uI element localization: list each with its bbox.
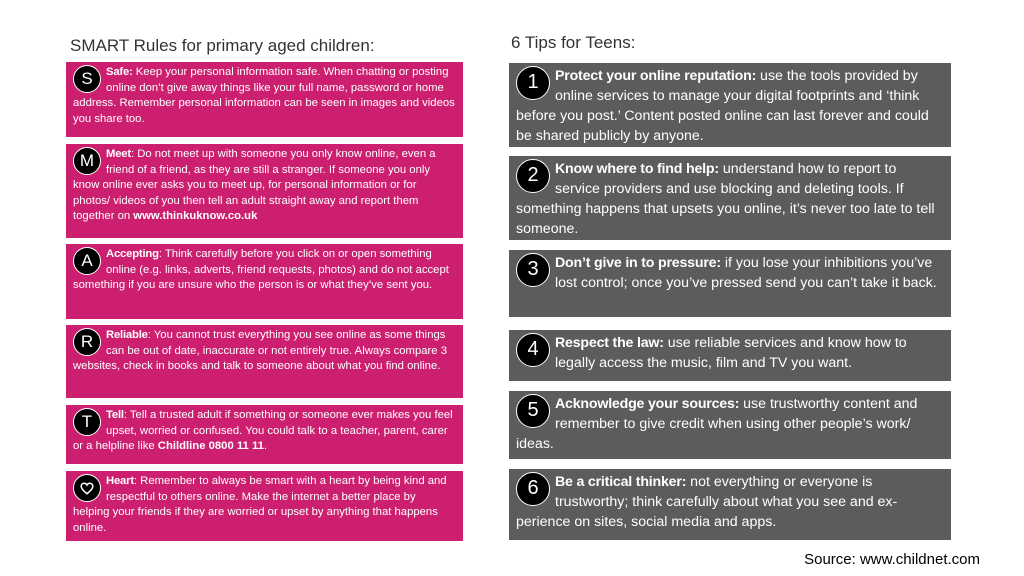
number-badge-1: 1 [516, 66, 550, 100]
letter-badge-t: T [73, 408, 101, 436]
rule-heading: Reliable [106, 329, 148, 341]
rule-text: : Remember to always be smart with a heart by being kind and respectful to others online. Make the internet a better place by helping your friends if they are worried or upset by anything that happens online. [73, 475, 447, 534]
smart-rule-tell [66, 405, 463, 464]
teen-tip-6 [509, 469, 951, 540]
teen-tip-2 [509, 156, 951, 240]
tip-text: understand how to report to service providers and use blocking and deleting tools. If something happens that upsets you online, it’s never too late to tell someone. [516, 161, 935, 237]
heart-icon [80, 482, 94, 495]
rule-heading: Accepting [106, 248, 159, 260]
childline-number: Childline 0800 11 11 [157, 440, 264, 453]
thinkuknow-link[interactable]: www.thinkuknow.co.uk [133, 210, 258, 223]
letter-badge-r: R [73, 328, 101, 356]
rule-heading: Safe: [106, 66, 133, 78]
number-badge-5: 5 [516, 394, 550, 428]
teen-tips-title: 6 Tips for Teens: [511, 33, 636, 52]
smart-rule-meet [66, 144, 463, 238]
rule-text: Keep your personal information safe. When chatting or posting online don’t give away things like your full name, password or home address. Remember personal information can be seen in images and videos you share too. [73, 66, 455, 125]
smart-rule-reliable [66, 325, 463, 398]
rule-text: : Think carefully before you click on or open something online (e.g. links, adverts, friend requests, photos) and do not accept something if you are unsure who the person is or what they’ve sent you. [73, 248, 449, 292]
tip-heading: Respect the law: [555, 335, 664, 351]
smart-rule-safe [66, 62, 463, 137]
teen-tip-1 [509, 63, 951, 147]
rule-heading: Meet [106, 148, 131, 160]
tip-text: if you lose your inhibitions you’ve lost control; once you’ve pressed send you can’t take it back. [555, 255, 937, 291]
tip-heading: Be a critical thinker: [555, 474, 687, 490]
smart-rules-title: SMART Rules for primary aged children: [70, 36, 375, 55]
tip-heading: Acknowledge your sources: [555, 396, 740, 412]
tip-text: use the tools provided by online services to manage your digital footprints and ‘think before you post.’ Content posted online can last forever and could be shared publicly by anyone. [516, 68, 929, 144]
number-badge-3: 3 [516, 253, 550, 287]
tip-heading: Know where to find help: [555, 161, 719, 177]
number-badge-2: 2 [516, 159, 550, 193]
rule-text: : You cannot trust everything you see online as some things can be out of date, inaccurate or not entirely true. Always compare 3 websites, check in books and talk to someone about what you find online. [73, 329, 447, 373]
rule-text-tail: . [263, 440, 268, 453]
heart-badge [73, 474, 101, 502]
teen-tip-4 [509, 330, 951, 381]
tip-text: use reliable services and know how to legally access the music, film and TV you want. [555, 335, 907, 371]
tip-text: not everything or everyone is trustworthy; think carefully about what you see and ex-perience on sites, social media and apps. [516, 474, 898, 530]
letter-badge-a: A [73, 247, 101, 275]
rule-text: : Do not meet up with someone you only know online, even a friend of a friend, as they are still a stranger. If someone you only know online ever asks you to meet up, for personal information or for photos/ videos of you then tell an adult straight away and report them together on [73, 148, 436, 223]
rule-heading: Heart [106, 475, 134, 487]
number-badge-4: 4 [516, 333, 550, 367]
tip-text: use trustworthy content and remember to give credit when using other people’s work/ ideas. [516, 396, 918, 452]
tip-heading: Don’t give in to pressure: [555, 255, 721, 271]
rule-text: : Tell a trusted adult if something or someone ever makes you feel upset, worried or confused. You could talk to a teacher, parent, carer or a helpline like [73, 409, 453, 453]
teen-tip-3 [509, 250, 951, 317]
source-credit: Source: www.childnet.com [804, 551, 980, 568]
rule-heading: Tell [106, 409, 124, 421]
letter-badge-s: S [73, 65, 101, 93]
number-badge-6: 6 [516, 472, 550, 506]
smart-rule-heart [66, 471, 463, 541]
letter-badge-m: M [73, 147, 101, 175]
teen-tip-5 [509, 391, 951, 459]
tip-heading: Protect your online reputation: [555, 68, 757, 84]
smart-rule-accepting [66, 244, 463, 319]
